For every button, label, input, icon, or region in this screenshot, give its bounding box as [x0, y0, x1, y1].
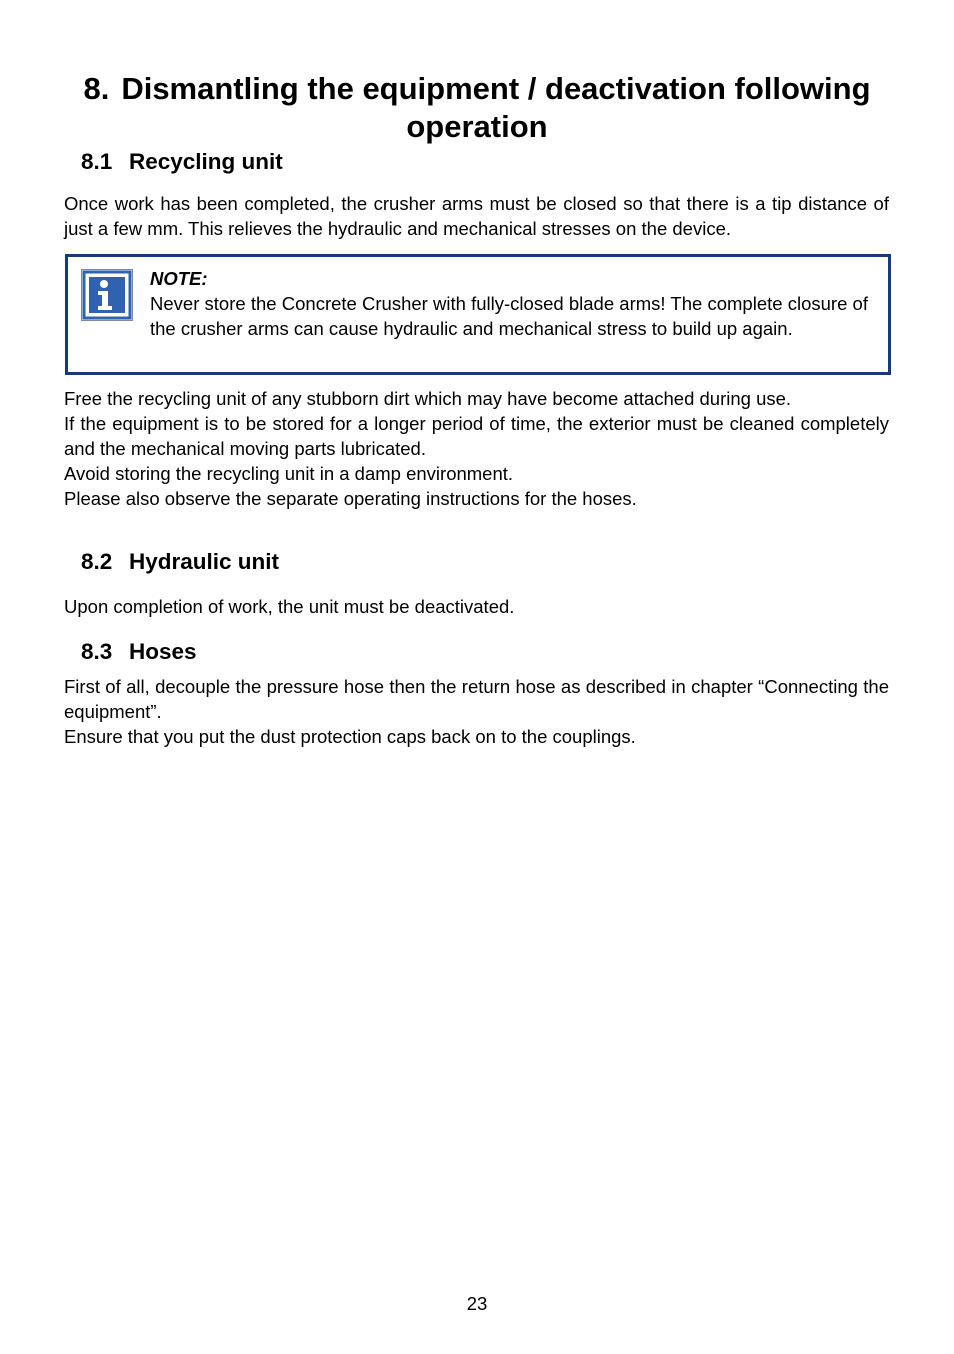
section-number: 8.2 [81, 549, 113, 574]
recycling-paragraph: Free the recycling unit of any stubborn dirt which may have become attached during use. [64, 388, 792, 409]
section-title: Hydraulic unit [129, 549, 280, 574]
section-title: Recycling unit [129, 149, 283, 174]
chapter-title [64, 70, 890, 146]
page-number: 23 [466, 1293, 488, 1314]
recycling-intro-paragraph: Once work has been completed, the crusher arms must be closed so that there is a tip distance of just a few mm. This relieves the hydraulic and mechanical stresses on the device. [64, 193, 889, 239]
section-heading-hoses [81, 638, 197, 666]
hoses-paragraph: First of all, decouple the pressure hose then the return hose as described in chapter “Connecting the equipment”. [64, 676, 889, 722]
recycling-paragraph: Avoid storing the recycling unit in a damp environment. [64, 463, 514, 484]
recycling-paragraph: Please also observe the separate operating instructions for the hoses. [64, 488, 637, 509]
info-icon [81, 269, 133, 321]
hydraulic-paragraph: Upon completion of work, the unit must be deactivated. [64, 596, 515, 617]
note-box [65, 254, 891, 375]
note-text: Never store the Concrete Crusher with fully-closed blade arms! The complete closure of the crusher arms can cause hydraulic and mechanical stress to build up again. [150, 293, 868, 339]
recycling-paragraph: If the equipment is to be stored for a longer period of time, the exterior must be cleaned completely and the mechanical moving parts lubricated. [64, 413, 889, 459]
section-number: 8.1 [81, 149, 113, 174]
section-heading-hydraulic-unit [81, 548, 279, 576]
hoses-paragraph: Ensure that you put the dust protection caps back on to the couplings. [64, 726, 636, 747]
chapter-title-text: Dismantling the equipment / deactivation following operation [121, 71, 871, 144]
section-heading-recycling-unit [81, 148, 283, 176]
section-number: 8.3 [81, 639, 113, 664]
section-title: Hoses [129, 639, 197, 664]
note-title: NOTE: [150, 268, 208, 289]
chapter-number: 8. [83, 71, 110, 106]
